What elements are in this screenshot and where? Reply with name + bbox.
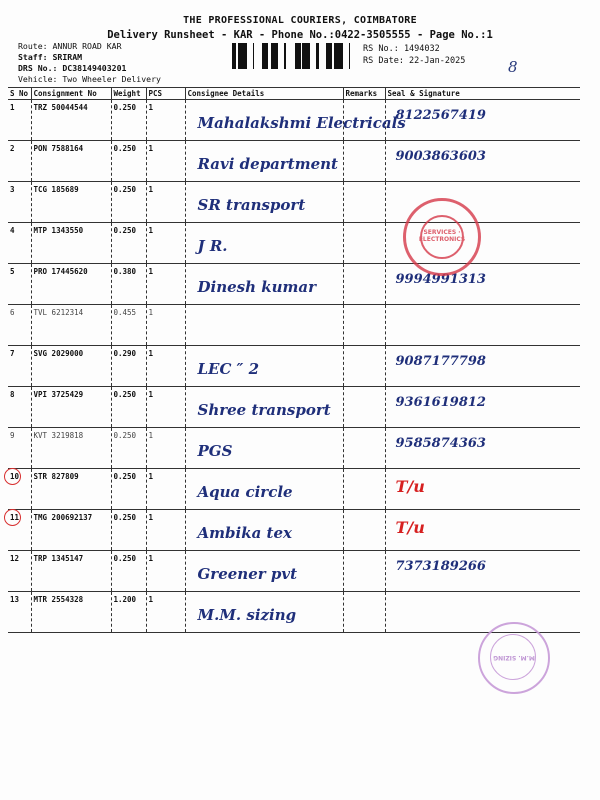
row-pcs: 1 [146, 100, 185, 141]
barcode-bar [284, 43, 286, 69]
row-remarks [343, 182, 385, 223]
handwritten-consignee: M.M. sizing [197, 606, 297, 624]
rs-meta [363, 43, 465, 67]
handwritten-consignee: Shree transport [197, 401, 331, 419]
vehicle-line: Vehicle: Two Wheeler Delivery [18, 74, 161, 84]
row-consignee [185, 223, 343, 264]
barcode [232, 43, 354, 69]
handwritten-consignee: Ambika tex [197, 524, 292, 542]
handwritten-signature-note: 9003863603 [395, 149, 486, 164]
barcode-bar [242, 43, 244, 69]
row-consignment-no: PRO 17445620 [31, 264, 111, 305]
row-consignee [185, 551, 343, 592]
row-consignee [185, 387, 343, 428]
row-seal-signature [385, 346, 580, 387]
row-pcs: 1 [146, 223, 185, 264]
runsheet-subtitle: Delivery Runsheet - KAR - Phone No.:0422-3505555 - Page No.:1 [107, 29, 493, 41]
row-sno: 8 [8, 387, 31, 428]
row-weight: 0.455 [111, 305, 146, 346]
barcode-bar [349, 43, 350, 69]
row-seal-signature [385, 100, 580, 141]
barcode-bar [316, 43, 319, 69]
row-sno: 4 [8, 223, 31, 264]
barcode-bar [334, 43, 337, 69]
row-consignee [185, 346, 343, 387]
row-pcs: 1 [146, 469, 185, 510]
row-consignment-no: TMG 200692137 [31, 510, 111, 551]
barcode-bar [304, 43, 307, 69]
row-consignee [185, 510, 343, 551]
barcode-bar [326, 43, 328, 69]
handwritten-consignee: LEC ″ 2 [197, 360, 260, 378]
row-pcs: 1 [146, 387, 185, 428]
row-consignment-no: TRZ 50044544 [31, 100, 111, 141]
barcode-bar [307, 43, 308, 69]
table-row [8, 223, 580, 264]
row-consignee [185, 264, 343, 305]
table-row [8, 182, 580, 223]
row-pcs: 1 [146, 305, 185, 346]
barcode-bar [262, 43, 265, 69]
barcode-bar [277, 43, 278, 69]
row-pcs: 1 [146, 551, 185, 592]
row-sno: 9 [8, 428, 31, 469]
table-row [8, 428, 580, 469]
barcode-bar [295, 43, 296, 69]
barcode-bar [271, 43, 272, 69]
col-header-seal: Seal & Signature [385, 88, 580, 100]
row-seal-signature [385, 592, 580, 633]
row-consignment-no: TRP 1345147 [31, 551, 111, 592]
runsheet-meta [18, 41, 161, 85]
row-seal-signature [385, 264, 580, 305]
table-header-row [8, 88, 580, 100]
row-consignee [185, 182, 343, 223]
handwritten-signature-note: 9087177798 [395, 354, 486, 369]
handwritten-consignee: Ravi department [197, 155, 338, 173]
barcode-bar [232, 43, 235, 69]
handwritten-signature-note: 9361619812 [395, 395, 486, 410]
table-row [8, 551, 580, 592]
handwritten-consignee: Greener pvt [197, 565, 298, 583]
barcode-bar [235, 43, 236, 69]
handwritten-signature-note: T/u [395, 518, 425, 537]
row-remarks [343, 264, 385, 305]
row-remarks [343, 346, 385, 387]
row-weight: 0.250 [111, 387, 146, 428]
col-header-sno: S No [8, 88, 31, 100]
barcode-bar [253, 43, 254, 69]
runsheet-table [8, 87, 580, 633]
row-remarks [343, 469, 385, 510]
row-seal-signature [385, 387, 580, 428]
barcode-bar [241, 43, 242, 69]
row-remarks [343, 141, 385, 182]
barcode-bar [296, 43, 298, 69]
table-row [8, 141, 580, 182]
row-sno: 1 [8, 100, 31, 141]
row-remarks [343, 510, 385, 551]
drs-line: DRS No.: DC38149403201 [18, 63, 127, 73]
handwritten-signature-note: 9585874363 [395, 436, 486, 451]
handwritten-signature-note: T/u [395, 477, 425, 496]
row-weight: 0.250 [111, 141, 146, 182]
barcode-bar [298, 43, 301, 69]
circled-row-mark [4, 509, 21, 526]
barcode-bar [337, 43, 338, 69]
circled-row-mark [4, 468, 21, 485]
row-weight: 0.250 [111, 100, 146, 141]
purple-seal-stamp [478, 622, 550, 694]
row-consignee [185, 592, 343, 633]
handwritten-signature-note: 9994991313 [395, 272, 486, 287]
row-consignee [185, 100, 406, 141]
row-consignment-no: KVT 3219818 [31, 428, 111, 469]
handwritten-consignee: Mahalakshmi Electricals [197, 114, 406, 132]
company-name: THE PROFESSIONAL COURIERS, COIMBATORE [183, 15, 417, 26]
row-weight: 1.200 [111, 592, 146, 633]
row-sno: 2 [8, 141, 31, 182]
table-row [8, 510, 580, 551]
row-weight: 0.250 [111, 551, 146, 592]
handwritten-page-mark: 8 [508, 58, 518, 76]
barcode-bar [238, 43, 241, 69]
row-sno: 13 [8, 592, 31, 633]
row-remarks [343, 223, 385, 264]
table-row [8, 264, 580, 305]
col-header-pcs: PCS [146, 88, 185, 100]
barcode-bar [302, 43, 304, 69]
row-pcs: 1 [146, 510, 185, 551]
barcode-bar [265, 43, 266, 69]
barcode-bar [308, 43, 310, 69]
red-seal-text: SERVICES · ELECTRONICS [418, 229, 466, 243]
row-weight: 0.250 [111, 428, 146, 469]
rs-number: RS No.: 1494032 [363, 44, 440, 54]
row-consignment-no: PON 7588164 [31, 141, 111, 182]
row-seal-signature [385, 469, 580, 510]
barcode-bar [244, 43, 247, 69]
row-remarks [343, 387, 385, 428]
row-seal-signature [385, 305, 580, 346]
row-sno: 6 [8, 305, 31, 346]
col-header-consignment: Consignment No [31, 88, 111, 100]
row-sno: 7 [8, 346, 31, 387]
handwritten-consignee: PGS [197, 442, 233, 460]
row-weight: 0.250 [111, 510, 146, 551]
barcode-bar [266, 43, 268, 69]
row-pcs: 1 [146, 592, 185, 633]
row-consignee [185, 141, 343, 182]
row-seal-signature [385, 428, 580, 469]
row-consignee [185, 305, 343, 346]
row-sno: 5 [8, 264, 31, 305]
handwritten-consignee: Aqua circle [197, 483, 293, 501]
row-weight: 0.250 [111, 182, 146, 223]
row-consignment-no: TVL 6212314 [31, 305, 111, 346]
row-seal-signature [385, 510, 580, 551]
barcode-bar [274, 43, 277, 69]
staff-line: Staff: SRIRAM [18, 52, 83, 62]
row-consignment-no: TCG 185689 [31, 182, 111, 223]
rs-date: RS Date: 22-Jan-2025 [363, 56, 466, 66]
row-consignment-no: SVG 2029000 [31, 346, 111, 387]
row-consignee [185, 428, 343, 469]
table-row [8, 387, 580, 428]
col-header-consignee: Consignee Details [185, 88, 343, 100]
row-weight: 0.380 [111, 264, 146, 305]
row-pcs: 1 [146, 346, 185, 387]
table-row [8, 469, 580, 510]
table-row [8, 346, 580, 387]
col-header-weight: Weight [111, 88, 146, 100]
handwritten-consignee: Dinesh kumar [197, 278, 317, 296]
handwritten-signature-note: 8122567419 [395, 108, 486, 123]
row-consignee [185, 469, 343, 510]
table-row [8, 305, 580, 346]
row-pcs: 1 [146, 141, 185, 182]
purple-seal-text: M.M. SIZING [493, 654, 535, 661]
row-pcs: 1 [146, 182, 185, 223]
row-weight: 0.250 [111, 223, 146, 264]
row-sno: 3 [8, 182, 31, 223]
barcode-bar [331, 43, 332, 69]
barcode-bar [340, 43, 343, 69]
handwritten-consignee: J R. [197, 237, 228, 255]
table-row [8, 100, 580, 141]
red-seal-stamp [403, 198, 481, 276]
col-header-remarks: Remarks [343, 88, 385, 100]
row-remarks [343, 428, 385, 469]
barcode-bar [338, 43, 340, 69]
row-sno: 12 [8, 551, 31, 592]
barcode-bar [272, 43, 274, 69]
barcode-bar [328, 43, 331, 69]
row-consignment-no: MTR 2554328 [31, 592, 111, 633]
row-consignment-no: VPI 3725429 [31, 387, 111, 428]
row-seal-signature [385, 551, 580, 592]
row-consignment-no: MTP 1343550 [31, 223, 111, 264]
row-sno: 11 [8, 510, 31, 551]
row-weight: 0.290 [111, 346, 146, 387]
route-line: Route: ANNUR ROAD KAR [18, 41, 122, 51]
row-remarks [343, 305, 385, 346]
handwritten-consignee: SR transport [197, 196, 306, 214]
row-remarks [343, 551, 385, 592]
row-remarks [343, 592, 385, 633]
row-seal-signature [385, 141, 580, 182]
row-pcs: 1 [146, 428, 185, 469]
row-weight: 0.250 [111, 469, 146, 510]
row-sno: 10 [8, 469, 31, 510]
row-consignment-no: STR 827809 [31, 469, 111, 510]
row-pcs: 1 [146, 264, 185, 305]
handwritten-signature-note: 7373189266 [395, 559, 486, 574]
